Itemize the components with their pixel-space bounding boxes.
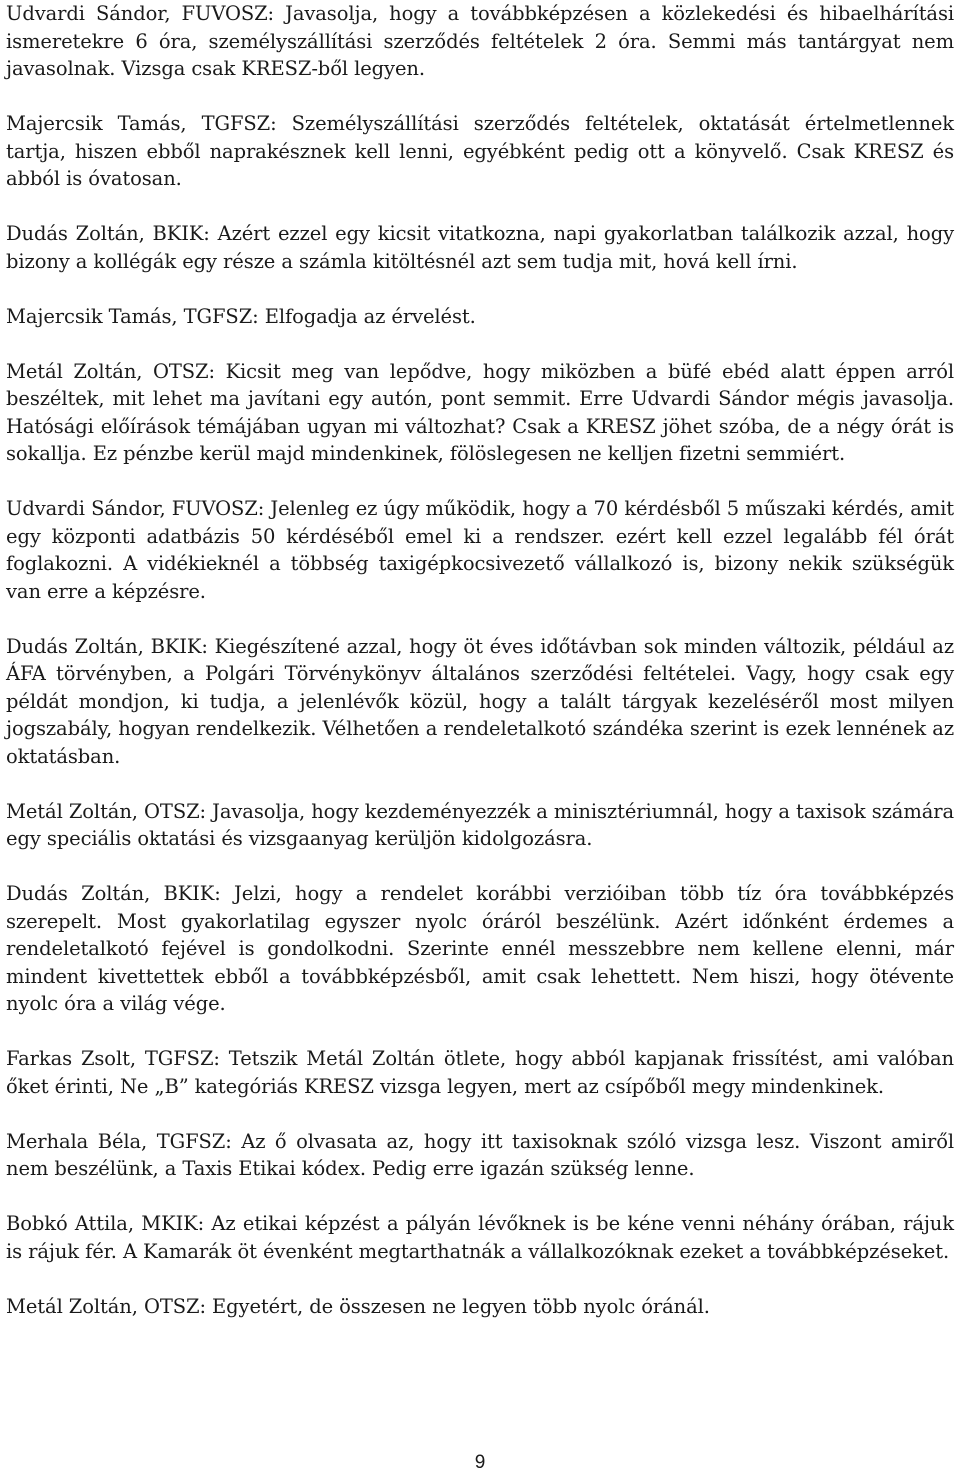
paragraph: Metál Zoltán, OTSZ: Javasolja, hogy kezdeményezzék a minisztériumnál, hogy a taxisok számára egy speciális oktatási és vizsgaanyag kerüljön kidolgozásra.	[6, 799, 954, 850]
paragraph: Farkas Zsolt, TGFSZ: Tetszik Metál Zoltán ötlete, hogy abból kapjanak frissítést, ami valóban őket érinti, Ne „B” kategóriás KRESZ vizsga legyen, mert az csípőből megy mindenkinek.	[6, 1047, 954, 1098]
paragraph: Metál Zoltán, OTSZ: Kicsit meg van lepődve, hogy miközben a büfé ebéd alatt éppen arról beszéltek, mit lehet ma javítani egy autón, pont semmit. Erre Udvardi Sándor mégis javasolja. Hatósági előírások témájában ugyan mi változhat? Csak a KRESZ jöhet szóba, de a négy órát is sokallja. Ez pénzbe kerül majd mindenkinek, fölöslegesen ne kelljen fizetni semmiért.	[6, 359, 954, 465]
paragraph: Dudás Zoltán, BKIK: Jelzi, hogy a rendelet korábbi verzióiban több tíz óra továbbképzés szerepelt. Most gyakorlatilag egyszer nyolc óráról beszélünk. Azért időnként érdemes a rendeletalkotó fejével is gondolkodni. Szerinte ennél messzebbre nem kellene elenni, már mindent kivettettek ebből a továbbképzésből, amit csak lehettett. Nem hiszi, hogy ötévente nyolc óra a világ vége.	[6, 882, 954, 1015]
paragraph: Majercsik Tamás, TGFSZ: Személyszállítási szerződés feltételek, oktatását értelmetlennek tartja, hiszen ebből naprakésznek kell lenni, egyébként pedig ott a könyvelő. Csak KRESZ és abból is óvatosan.	[6, 112, 954, 190]
page-number: 9	[474, 1452, 486, 1473]
paragraph: Metál Zoltán, OTSZ: Egyetért, de összesen ne legyen több nyolc óránál.	[6, 1294, 710, 1318]
paragraph: Udvardi Sándor, FUVOSZ: Javasolja, hogy a továbbképzésen a közlekedési és hibaelhárítási ismeretekre 6 óra, személyszállítási szerződés feltételek 2 óra. Semmi más tantárgyat nem javasolnak. Vizsga csak KRESZ-ből legyen.	[6, 2, 954, 80]
paragraph: Dudás Zoltán, BKIK: Azért ezzel egy kicsit vitatkozna, napi gyakorlatban találkozik azzal, hogy bizony a kollégák egy része a számla kitöltésnél azt sem tudja mit, hová kell írni.	[6, 222, 954, 273]
paragraph: Bobkó Attila, MKIK: Az etikai képzést a pályán lévőknek is be kéne venni néhány órában, rájuk is rájuk fér. A Kamarák öt évenként megtarthatnák a vállalkozóknak ezeket a továbbképzéseket.	[6, 1212, 954, 1263]
paragraph: Udvardi Sándor, FUVOSZ: Jelenleg ez úgy működik, hogy a 70 kérdésből 5 műszaki kérdés, amit egy központi adatbázis 50 kérdéséből emel ki a rendszer. ezért kell ezzel legalább fél órát foglakozni. A vidékieknél a többség taxigépkocsivezető vállalkozó is, bizony nekik szükségük van erre a képzésre.	[6, 497, 954, 603]
paragraph: Majercsik Tamás, TGFSZ: Elfogadja az érvelést.	[6, 304, 476, 328]
document-body	[6, 0, 954, 1320]
paragraph: Merhala Béla, TGFSZ: Az ő olvasata az, hogy itt taxisoknak szóló vizsga lesz. Viszont amiről nem beszélünk, a Taxis Etikai kódex. Pedig erre igazán szükség lenne.	[6, 1129, 954, 1180]
paragraph: Dudás Zoltán, BKIK: Kiegészítené azzal, hogy öt éves időtávban sok minden változik, például az ÁFA törvényben, a Polgári Törvénykönyv általános szerződési feltételei. Vagy, hogy csak egy példát mondjon, ki tudja, a jelenlévők közül, hogy a talált tárgyak kezeléséről most milyen jogszabály, hogyan rendelkezik. Vélhetően a rendeletalkotó szándéka szerint is ezek lennének az oktatásban.	[6, 634, 954, 768]
